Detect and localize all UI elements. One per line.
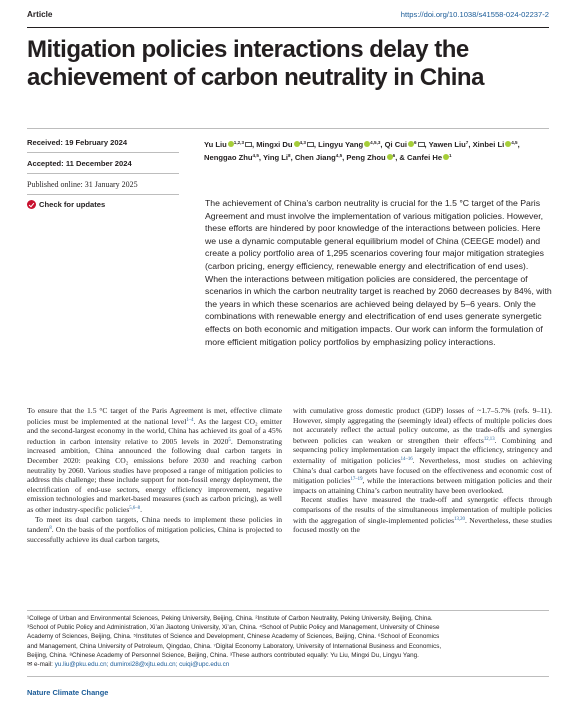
author-separator: , — [517, 140, 520, 149]
author-name[interactable]: Mingxi Du $^{4,3}$ — [256, 140, 314, 149]
author-separator: , — [468, 140, 473, 149]
author-name[interactable]: Yawen Liu$^7$ — [428, 140, 469, 149]
citation-link[interactable]: 12,13 — [483, 436, 495, 442]
body-column-left — [27, 406, 282, 544]
article-title: Mitigation policies interactions delay the achievement of carbon neutrality in China — [27, 36, 484, 91]
header-rule — [27, 27, 549, 28]
article-type-label: Article — [27, 10, 53, 19]
author-name[interactable]: Qi Cui $^6$ — [385, 140, 425, 149]
affiliations-rule — [27, 610, 549, 611]
citation-link[interactable]: 8 — [49, 526, 52, 532]
doi-link[interactable]: https://doi.org/10.1038/s41558-024-02237-2 — [400, 10, 549, 19]
accepted-date: Accepted: 11 December 2024 — [27, 159, 132, 168]
received-date: Received: 19 February 2024 — [27, 138, 128, 147]
citation-link[interactable]: 17–19 — [350, 477, 363, 483]
mail-icon[interactable] — [245, 142, 252, 147]
body-paragraph: Recent studies have measured the trade-off and synergetic effects through comparisons of the results of the simultaneous implementation of multiple policies with the aggregation of single-implemented policies$^{13,20}$. Nevertheless, these studies focused mostly on the — [293, 495, 552, 535]
affiliation-line: ³School of Public Policy and Administration, Xi’an Jiaotong University, Xi’an, China. ⁴School of Public Policy and Management, University of Chinese — [27, 624, 440, 632]
author-name[interactable]: Chen Jiang$^{4,5}$ — [294, 153, 343, 162]
check-updates-icon — [27, 200, 36, 209]
author-name[interactable]: Canfei He $^1$ — [407, 153, 452, 162]
email-links[interactable]: yu.liu@pku.edu.cn; duminxi28@xjtu.edu.cn; cuiqi@upc.edu.cn — [54, 661, 230, 669]
author-separator: , — [342, 153, 347, 162]
author-separator: & — [399, 153, 408, 162]
date-divider — [27, 194, 179, 195]
article-header — [27, 10, 549, 24]
citation-link[interactable]: 5 — [228, 437, 231, 443]
author-name[interactable]: Peng Zhou $^6$ — [346, 153, 396, 162]
affiliation-line: Academy of Sciences, Beijing, China. ⁵Institutes of Science and Development, Chinese Academy of Sciences, Beijing, China. ⁶School of Economics — [27, 633, 440, 641]
affiliation-line: and Management, China University of Petroleum, Qingdao, China. ⁷Digital Economy Laboratory, University of International Business and Economics, — [27, 642, 442, 650]
check-for-updates-button[interactable] — [27, 200, 187, 209]
citation-link[interactable]: 13,20 — [454, 516, 465, 522]
citation-link[interactable]: 1–4 — [186, 417, 194, 423]
journal-name[interactable]: Nature Climate Change — [27, 688, 109, 697]
affiliation-line: ¹College of Urban and Environmental Sciences, Peking University, Beijing, China. ²Institute of Carbon Neutrality, Peking University, Beijing, China. — [27, 615, 433, 622]
email-line — [27, 660, 552, 669]
author-separator: , — [252, 140, 257, 149]
abstract: The achievement of China’s carbon neutrality is crucial for the 1.5 °C target of the Paris Agreement and must involve the implementation of various mitigation policies. However, these efforts are hindered by poor knowledge of the interactions between policies. Here we use a dynamic computable general equilibrium model of China (CEEGE model) and create a policy portfolio area of 1,295 scenarios covering four major mitigation strategies (carbon pricing, energy efficiency, renewable energy and electrification of end uses). When the interactions between mitigation policies are considered, the percentage of scenarios in which the carbon neutrality target is reached by 2060 decreases by 84%, with the years in which these scenarios are achieved being delayed by 5–6 years. Only the combinations with renewable energy and electrification of end uses generate synergetic effects on both economic and mitigation impacts. Our work can inform the formulation of more efficient mitigation policy portfolios by emphasizing policy interactions. — [205, 198, 552, 347]
mail-icon[interactable] — [307, 142, 314, 147]
body-paragraph: To meet its dual carbon targets, China needs to implement these policies in tandem$^8$. On the basis of the portfolios of mitigation policies, China is projected to successfully achieve its dual carbon targets, — [27, 514, 282, 544]
affiliations — [27, 614, 552, 669]
mail-icon: ✉ — [27, 661, 33, 669]
body-paragraph: To ensure that the 1.5 °C target of the Paris Agreement is met, effective climate policies must be implemented at the national level$^{1-4}$. As the largest CO₂ emitter and the second-largest economy in the world, China has achieved its goal of a 45% reduction in carbon intensity relative to 2005 levels in 2020$^5$. Demonstrating increased ambition, China announced the following dual carbon targets in December 2020: peaking CO₂ emissions before 2030 and reaching carbon neutrality by 2060. Various studies have proposed a range of mitigation policies to address this challenge; these include support for non-fossil energy deployment, the electrification of end-use sectors, energy efficiency improvement, negative emission technologies and market-based measures (such as carbon pricing), as well as other industry-specific policies$^{5,6-8}$. — [27, 406, 283, 514]
check-updates-label: Check for updates — [39, 200, 106, 209]
email-label: e-mail: — [34, 661, 53, 669]
citation-link[interactable]: 14–16 — [400, 456, 413, 462]
author-name[interactable]: Nenggao Zhu$^{4,5}$ — [204, 153, 259, 162]
author-separator: , — [395, 153, 400, 162]
citation-link[interactable]: 5,6–8 — [129, 505, 141, 511]
author-name[interactable]: Ying Li$^8$ — [263, 153, 291, 162]
author-name[interactable]: Lingyu Yang $^{4,5,3}$ — [318, 140, 381, 149]
mail-icon[interactable] — [418, 142, 425, 147]
article-dates — [27, 137, 187, 209]
author-separator: , — [380, 140, 385, 149]
date-divider — [27, 152, 179, 153]
affiliation-line: Beijing, China. ⁸Chinese Academy of Personnel Science, Beijing, China. ³These authors contributed equally: Yu Liu, Mingxi Du, Lingyu Yang. — [27, 651, 419, 659]
author-name[interactable]: Yu Liu $^{1,2,3}$ — [204, 140, 252, 149]
author-separator: , — [258, 153, 263, 162]
published-date: Published online: 31 January 2025 — [27, 180, 138, 189]
title-rule — [27, 128, 549, 129]
author-separator: , — [313, 140, 319, 149]
author-name[interactable]: Xinbei Li $^{4,5}$ — [472, 140, 518, 149]
body-column-right — [293, 406, 552, 535]
author-separator: , — [424, 140, 429, 149]
author-list — [204, 137, 552, 163]
body-paragraph: with cumulative gross domestic product (GDP) losses of ~1.7–5.7% (refs. 9–11). However, simply aggregating the (seemingly ideal) effects of multiple policies does not accurately reflect the actual policy outcome, as the trade-offs and synergies between policies can weaken or strengthen their effects$^{12,13}$. Combining and sequencing policy implementation can largely impact the efficiency, stringency and externality of mitigation policies$^{14-16}$. Nevertheless, most studies on achieving China’s dual carbon targets have focused on the effectiveness and economic cost of mitigation policies$^{17-19}$, while the interactions between mitigation policies and their impacts on attaining China’s carbon neutrality have been overlooked. — [293, 406, 553, 495]
footer-rule — [27, 676, 549, 677]
date-divider — [27, 173, 179, 174]
author-separator: , — [290, 153, 295, 162]
